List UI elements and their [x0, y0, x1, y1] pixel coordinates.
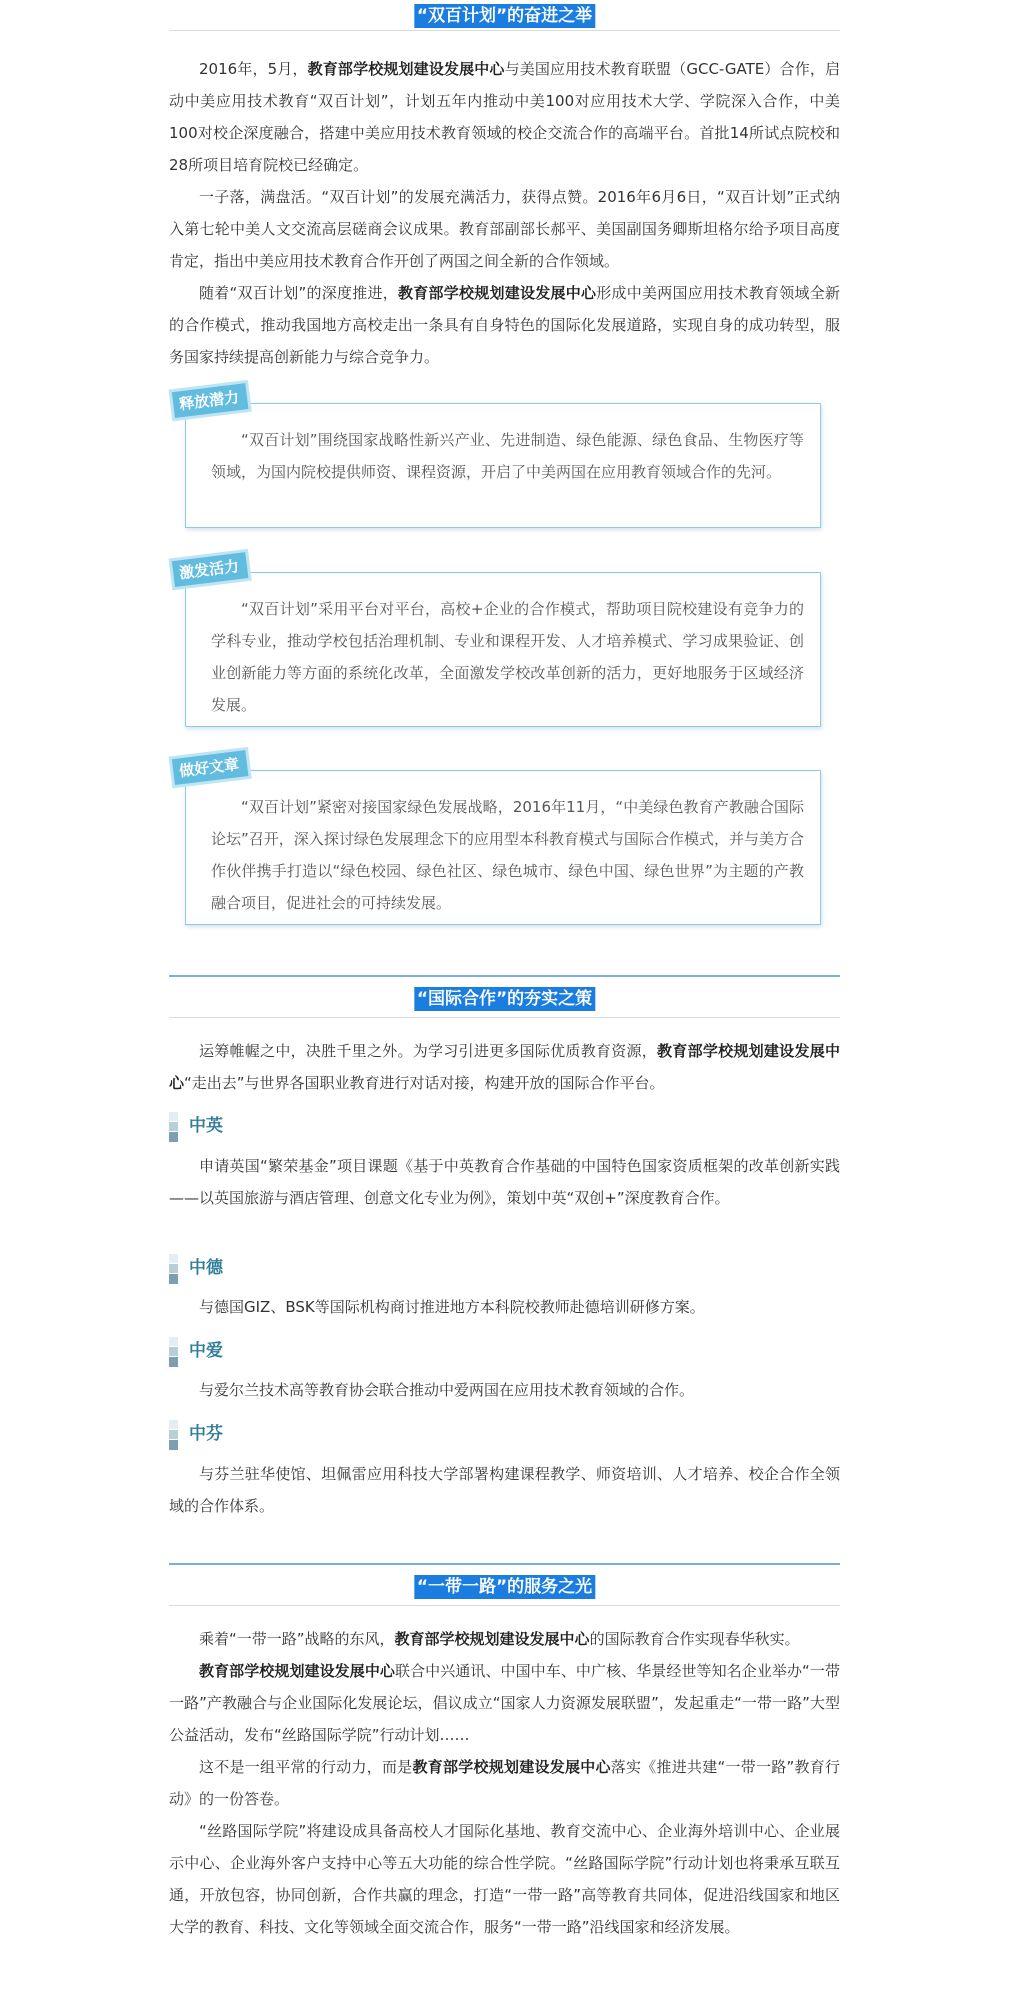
section1-header [169, 0, 840, 31]
highlight-card [185, 770, 821, 925]
paragraph [169, 53, 840, 181]
highlight-card [185, 572, 821, 727]
org-name: 教育部学校规划建设发展中心 [307, 60, 505, 78]
paragraph: 申请英国“繁荣基金”项目课题《基于中英教育合作基础的中国特色国家资质框架的改革创新实践——以英国旅游与酒店管理、创意文化专业为例》，策划中英“双创+”深度教育合作。 [169, 1157, 840, 1207]
section2-header [169, 975, 840, 1018]
card-tag: 做好文章 [172, 750, 249, 785]
subheading-title: 中德 [189, 1258, 223, 1278]
paragraph [169, 1655, 840, 1751]
subheading-title: 中爱 [189, 1341, 223, 1361]
text: 随着“双百计划”的深度推进， [199, 284, 399, 302]
section3-title: “一带一路”的服务之光 [414, 1575, 595, 1599]
paragraph: 与爱尔兰技术高等教育协会联合推动中爱两国在应用技术教育领域的合作。 [199, 1381, 695, 1399]
divider [169, 1605, 840, 1606]
card-text: “双百计划”围绕国家战略性新兴产业、先进制造、绿色能源、绿色食品、生物医疗等领域，为国内院校提供师资、课程资源，开启了中美两国在应用教育领域合作的先河。 [211, 431, 804, 481]
org-name: 教育部学校规划建设发展中心 [394, 1630, 590, 1648]
divider [169, 975, 840, 977]
section3-header [169, 1563, 840, 1606]
card-tag: 激发活力 [172, 552, 249, 587]
divider [169, 1563, 840, 1565]
block-bullet-icon [169, 1337, 178, 1367]
paragraph: 与芬兰驻华使馆、坦佩雷应用科技大学部署构建课程教学、师资培训、人才培养、校企合作全领域的合作体系。 [169, 1465, 840, 1515]
paragraph: “丝路国际学院”将建设成具备高校人才国际化基地、教育交流中心、企业海外培训中心、企业展示中心、企业海外客户支持中心等五大功能的综合性学院。“丝路国际学院”行动计划也将秉承互联互通，开放包容，协同创新，合作共赢的理念，打造“一带一路”高等教育共同体，促进沿线国家和地区大学的教育、科技、文化等领域全面交流合作，服务“一带一路”沿线国家和经济发展。 [169, 1822, 840, 1936]
section1-title: “双百计划”的奋进之举 [414, 4, 595, 28]
divider [169, 30, 840, 31]
section3-body [169, 1623, 840, 1943]
block-bullet-icon [169, 1112, 178, 1142]
paragraph: 一子落，满盘活。“双百计划”的发展充满活力，获得点赞。2016年6月6日，“双百计划”正式纳入第七轮中美人文交流高层磋商会议成果。教育部副部长郝平、美国副国务卿斯坦格尔给予项目高度肯定，指出中美应用技术教育合作开创了两国之间全新的合作领域。 [169, 188, 840, 270]
card-text: “双百计划”采用平台对平台，高校+企业的合作模式，帮助项目院校建设有竞争力的学科专业，推动学校包括治理机制、专业和课程开发、人才培养模式、学习成果验证、创业创新能力等方面的系统化改革，全面激发学校改革创新的活力，更好地服务于区域经济发展。 [211, 600, 804, 714]
text: 乘着“一带一路”战略的东风， [199, 1630, 395, 1648]
card-tag: 释放潜力 [172, 383, 249, 418]
org-name: 教育部学校规划建设发展中心 [412, 1758, 611, 1776]
section1-body [169, 53, 840, 373]
text: 联合中兴通讯、中国中车、中广核、华景经世等知名企业举办“一带一路”产教融合与企业国际化发展论坛，倡议成立“国家人力资源发展联盟”，发起重走“一带一路”大型公益活动，发布“丝路国际学院”行动计划…… [169, 1662, 840, 1744]
block-bullet-icon [169, 1254, 178, 1284]
text: 的国际教育合作实现春华秋实。 [589, 1630, 800, 1648]
text: 形成中美两国应用技术教育领域全新的合作模式，推动我国地方高校走出一条具有自身特色的国际化发展道路，实现自身的成功转型，服务国家持续提高创新能力与综合竞争力。 [169, 284, 840, 366]
subsection-body [169, 1291, 840, 1323]
section2-title: “国际合作”的夯实之策 [414, 987, 595, 1011]
text: 这不是一组平常的行动力，而是 [199, 1758, 413, 1776]
text: “走出去”与世界各国职业教育进行对话对接，构建开放的国际合作平台。 [184, 1074, 665, 1092]
subsection-body [169, 1458, 840, 1522]
org-name: 教育部学校规划建设发展中心 [169, 1042, 840, 1092]
card-text: “双百计划”紧密对接国家绿色发展战略，2016年11月，“中美绿色教育产教融合国际论坛”召开，深入探讨绿色发展理念下的应用型本科教育模式与国际合作模式，并与美方合作伙伴携手打造以“绿色校园、绿色社区、绿色城市、绿色中国、绿色世界”为主题的产教融合项目，促进社会的可持续发展。 [211, 798, 804, 912]
section2-intro [169, 1035, 840, 1099]
text: 落实《推进共建“一带一路”教育行动》的一份答卷。 [169, 1758, 840, 1808]
org-name: 教育部学校规划建设发展中心 [398, 284, 597, 302]
text: 与美国应用技术教育联盟（GCC-GATE）合作，启动中美应用技术教育“双百计划”，计划五年内推动中美100对应用技术大学、学院深入合作，中美100对校企深度融合，搭建中美应用技术教育领域的校企交流合作的高端平台。首批14所试点院校和28所项目培育院校已经确定。 [169, 60, 840, 174]
block-bullet-icon [169, 1420, 178, 1450]
text: 运筹帷幄之中，决胜千里之外。为学习引进更多国际优质教育资源， [199, 1042, 658, 1060]
paragraph [169, 1623, 840, 1655]
paragraph [169, 277, 840, 373]
org-name: 教育部学校规划建设发展中心 [199, 1662, 395, 1680]
subheading-title: 中芬 [189, 1424, 223, 1444]
subheading-title: 中英 [189, 1116, 223, 1136]
divider [169, 1017, 840, 1018]
subsection-body [169, 1150, 840, 1214]
paragraph [169, 1751, 840, 1815]
text: 2016年，5月， [199, 60, 308, 78]
subsection-body [169, 1374, 840, 1406]
paragraph [169, 1035, 840, 1099]
highlight-card [185, 403, 821, 528]
paragraph: 与德国GIZ、BSK等国际机构商讨推进地方本科院校教师赴德培训研修方案。 [199, 1298, 705, 1316]
